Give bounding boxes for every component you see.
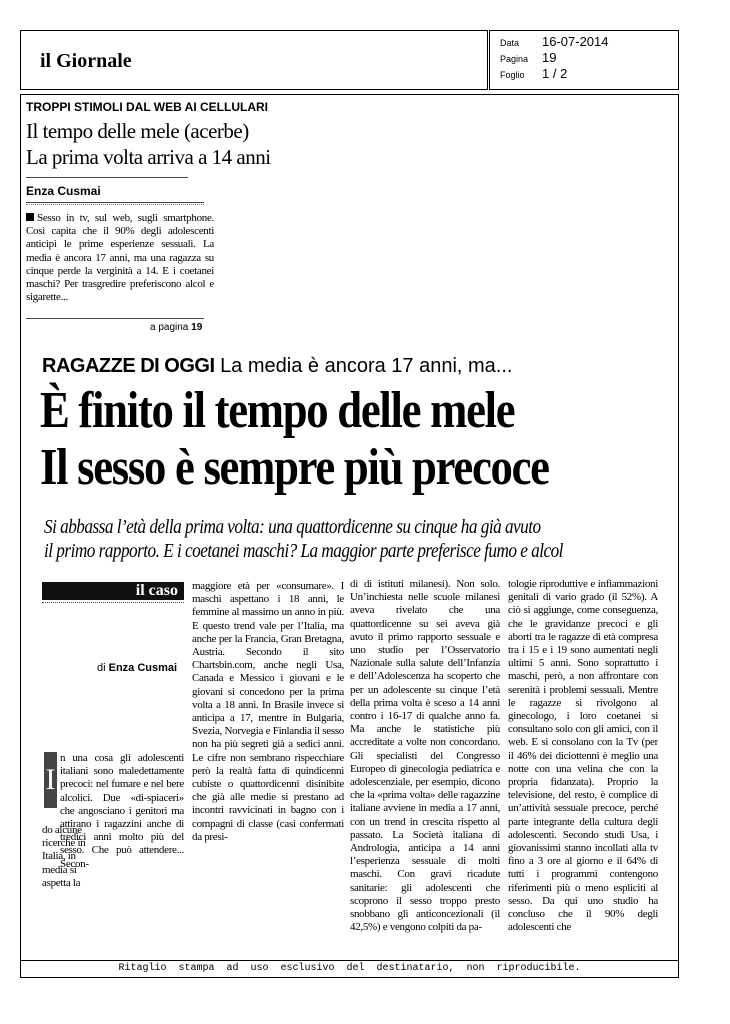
page-ref-number: 19 — [191, 322, 203, 333]
byline-prefix: di — [97, 662, 106, 674]
teaser-title — [26, 118, 271, 170]
divider — [26, 204, 204, 205]
meta-value-page: 19 — [542, 50, 557, 65]
article-subheadline — [44, 515, 563, 563]
subheadline-line1: Si abbassa l’età della prima volta: una quattordicenne su cinque ha già avuto — [44, 516, 541, 538]
headline-line2: Il sesso è sempre più precoce — [40, 439, 549, 496]
teaser-title-line2: La prima volta arriva a 14 anni — [26, 145, 271, 169]
headline-line1: È finito il tempo delle mele — [40, 382, 515, 439]
byline-name: Enza Cusmai — [108, 662, 178, 674]
column-text: tologie riproduttive e infiammazioni genitali di vario grado (il 52%). A ciò si aggiunge, come conseguenza, che le gravidanze precoci e gli aborti tra le ragazze di età compresa tra i 15 e i 19 sono aumentati negli ultimi 5 anni. Sono soprattutto i maschi, però, a non affrontare con serenità i problemi sessuali. Mentre le ragazze si rivolgono al ginecologo, i loro coetanei si consultano solo con gli amici, con il web. E si consolano con la Tv (per il 46% dei diciottenni è meglio una notte con una velina che con la propria fidanzata). Proprio la televisione, del resto, è complice di un’attività sessuale precoce, perché parte integrante della cultura degli adolescenti. Secondo studi Usa, i giovanissimi stanno incollati alla tv fino a 3 ore al giorno e il 64% di tutti i programmi contengono riferimenti più o meno espliciti al sesso. Da qui uno studio ha concluso che il 90% degli adolescenti che — [508, 578, 658, 934]
article-kicker — [42, 355, 512, 378]
divider — [26, 202, 204, 203]
teaser-byline: Enza Cusmai — [26, 184, 101, 198]
article-byline — [97, 662, 177, 674]
footer-disclaimer: Ritaglio stampa ad uso esclusivo del destinatario, non riproducibile. — [20, 960, 679, 978]
teaser-body: Sesso in tv, sul web, sugli smartphone. Così capita che il 90% degli adolescenti anticipi le prime esperienze sessuali. La media è ancora 17 anni, ma una ragazza su cinque perde la verginità a 14. E i coetanei maschi? Per trasgredire preferiscono alcol e sigarette... — [26, 212, 214, 304]
article-kicker-rest: La media è ancora 17 anni, ma... — [220, 355, 513, 377]
meta-label-sheet: Foglio — [500, 70, 525, 80]
article-column-3 — [350, 578, 500, 954]
column-text: maggiore età per «consumare». I maschi aspettano i 18 anni, le femmine al massimo un anno in più. E questo trend vale per l’Italia, ma anche per la Francia, Gran Bretagna, Austria. Secondo il sito Chartsbin.com, anche negli Usa, Canada e Messico i giovani e le giovani si concedono per la prima volta a 18 anni. In Brasile invece si anticipa a 17, mentre in Bulgaria, Svezia, Norvegia e Finlandia il sesso non ha più segreti già a sedici anni. Le cifre non sembrano rispecchiare però la realtà fatta di quindicenni cubiste o quattordicenni disinibite che già alle medie si prestano ad incontri ravvicinati in bagno con i compagni di classe (casi confermati da presi- — [192, 580, 344, 843]
column-text: n una cosa gli adolescenti italiani sono maledettamente precoci: nel fumare e nel bere alcolici. Due «di-spiaceri» che angosciano i genitori ma attirano i ragazzini anche di tredici anni molto più del sesso. Che può attendere... Secon- — [60, 752, 184, 870]
article-column-1-tail — [42, 824, 90, 954]
article-column-2 — [192, 580, 344, 952]
bullet-square-icon — [26, 213, 34, 221]
teaser-kicker: TROPPI STIMOLI DAL WEB AI CELLULARI — [26, 100, 268, 114]
meta-label-date: Data — [500, 38, 520, 48]
teaser-text — [26, 212, 214, 304]
article-headline — [40, 382, 549, 496]
column-text: di di istituti milanesi). Non solo. Un’inchiesta nelle scuole milanesi aveva rivelato che una quattordicenne su sei aveva già avuto il primo rapporto sessuale e uno studio per l’Osservatorio Nazionale sulla salute dell’Infanzia e dell’Adolescenza ha scoperto che per un adolescente su cinque l’età della prima volta è sceso a 14 anni contro i 16-17 di qualche anno fa. Ma anche le statistiche più accreditate a volte non concordano. Gli specialisti del Congresso Europeo di ginecologia pediatrica e adolescenziale, per esempio, dicono che la «prima volta» delle ragazzine italiane avviene in media a 17 anni, con un trend in crescita rispetto al passato. La Società italiana di Andrologia, anticipa a 14 anni l’esperienza sessuale di molti maschi. Con gravi ricadute sanitarie: gli adolescenti che scoprono il sesso troppo presto snobbano gli anticoncezionali (il 42,5%) e vengono colpiti da pa- — [350, 578, 500, 934]
divider — [42, 602, 184, 603]
section-label: il caso — [42, 582, 184, 600]
divider — [26, 318, 204, 319]
meta-value-date: 16-07-2014 — [542, 34, 609, 49]
column-text: do alcune ricerche in Italia, in media si aspetta la — [42, 824, 86, 889]
page-ref-prefix: a pagina — [150, 322, 189, 333]
teaser-title-line1: Il tempo delle mele (acerbe) — [26, 119, 249, 143]
article-column-4 — [508, 578, 658, 954]
dropcap: I — [44, 752, 57, 808]
masthead: il Giornale — [40, 50, 132, 72]
divider — [26, 177, 188, 178]
teaser-page-ref — [150, 322, 202, 333]
article-kicker-bold: RAGAZZE DI OGGI — [42, 355, 215, 377]
meta-label-page: Pagina — [500, 54, 529, 64]
meta-value-sheet: 1 / 2 — [542, 66, 568, 81]
subheadline-line2: il primo rapporto. E i coetanei maschi? La maggior parte preferisce fumo e alcol — [44, 540, 563, 562]
